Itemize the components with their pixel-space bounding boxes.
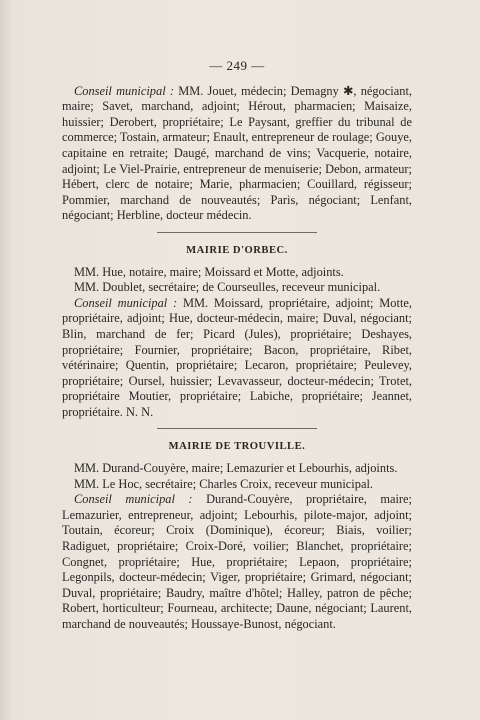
section-divider [157,428,317,429]
trouville-staff: MM. Le Hoc, secrétaire; Charles Croix, receveur municipal. [74,476,373,491]
page-number: — 249 — [209,58,265,73]
council-paragraph-orbec [62,296,412,421]
orbec-officials: MM. Hue, notaire, maire; Moissard et Motte, adjoints. [74,264,344,279]
council-label: Conseil municipal : [74,83,174,98]
council-paragraph-first [62,84,412,224]
heading-orbec: MAIRIE D'ORBEC. [186,244,288,256]
orbec-staff: MM. Doublet, secrétaire; de Courseulles, receveur municipal. [74,280,381,295]
council-paragraph-trouville [62,492,412,632]
page-gutter [0,0,12,720]
council-label: Conseil municipal : [74,295,178,310]
council-label: Conseil municipal : [74,492,193,507]
council-members: MM. Moissard, propriétaire, adjoint; Motte, propriétaire, adjoint; Hue, docteur-médecin, maire; Duval, négociant; Blin, marchand de fer; Picard (Jules), propriétaire; Deshayes, propriétaire; Fournier, propriétaire; Bacon, propriétaire, Ribet, vétérinaire; Quentin, propriétaire; Lecaron, propriétaire; Peulevey, propriétaire; Oursel, huissier; Levavasseur, docteur-médecin; Trotet, propriétaire Moutier, propriétaire; Labiche, propriétaire; Jeannet, propriétaire. N. N. [62,295,412,419]
page-content [62,58,412,633]
council-members: MM. Jouet, médecin; Demagny ✱, négociant, maire; Savet, marchand, adjoint; Hérout, pharmacien; Maisaize, huissier; Derobert, propriétaire; Le Paysant, greffier du tribunal de commerce; Tostain, armateur; Enault, entrepreneur de roulage; Gouye, capitaine en retraite; Daugé, marchand de vins; Vacquerie, notaire, adjoint; Le Viel-Prairie, entrepreneur de menuiserie; Debon, armateur; Hébert, clerc de notaire; Marie, pharmacien; Couillard, régisseur; Pommier, marchand de nouveautés; Paris, négociant; Lenfant, négociant; Herbline, docteur médecin. [62,83,412,223]
heading-trouville: MAIRIE DE TROUVILLE. [168,441,306,453]
section-divider [157,232,317,233]
council-members: Durand-Couyère, propriétaire, maire; Lemazurier, entrepreneur, adjoint; Lebourhis, pilote-major, adjoint; Toutain, écoreur; Croix (Dominique), écoreur; Biais, voilier; Radiguet, propriétaire; Croix-Doré, voilier; Blanchet, propriétaire; Congnet, propriétaire; Hue, propriétaire; Lepaon, propriétaire; Legonpils, docteur-médecin; Viger, propriétaire; Grimard, négociant; Duval, propriétaire; Baudry, maître d'hôtel; Halley, patron de pêche; Robert, horticulteur; Fourneau, architecte; Daune, négociant; Laurent, marchand de nouveautés; Houssaye-Bunost, négociant. [62,492,412,631]
trouville-officials: MM. Durand-Couyère, maire; Lemazurier et Lebourhis, adjoints. [74,461,398,476]
